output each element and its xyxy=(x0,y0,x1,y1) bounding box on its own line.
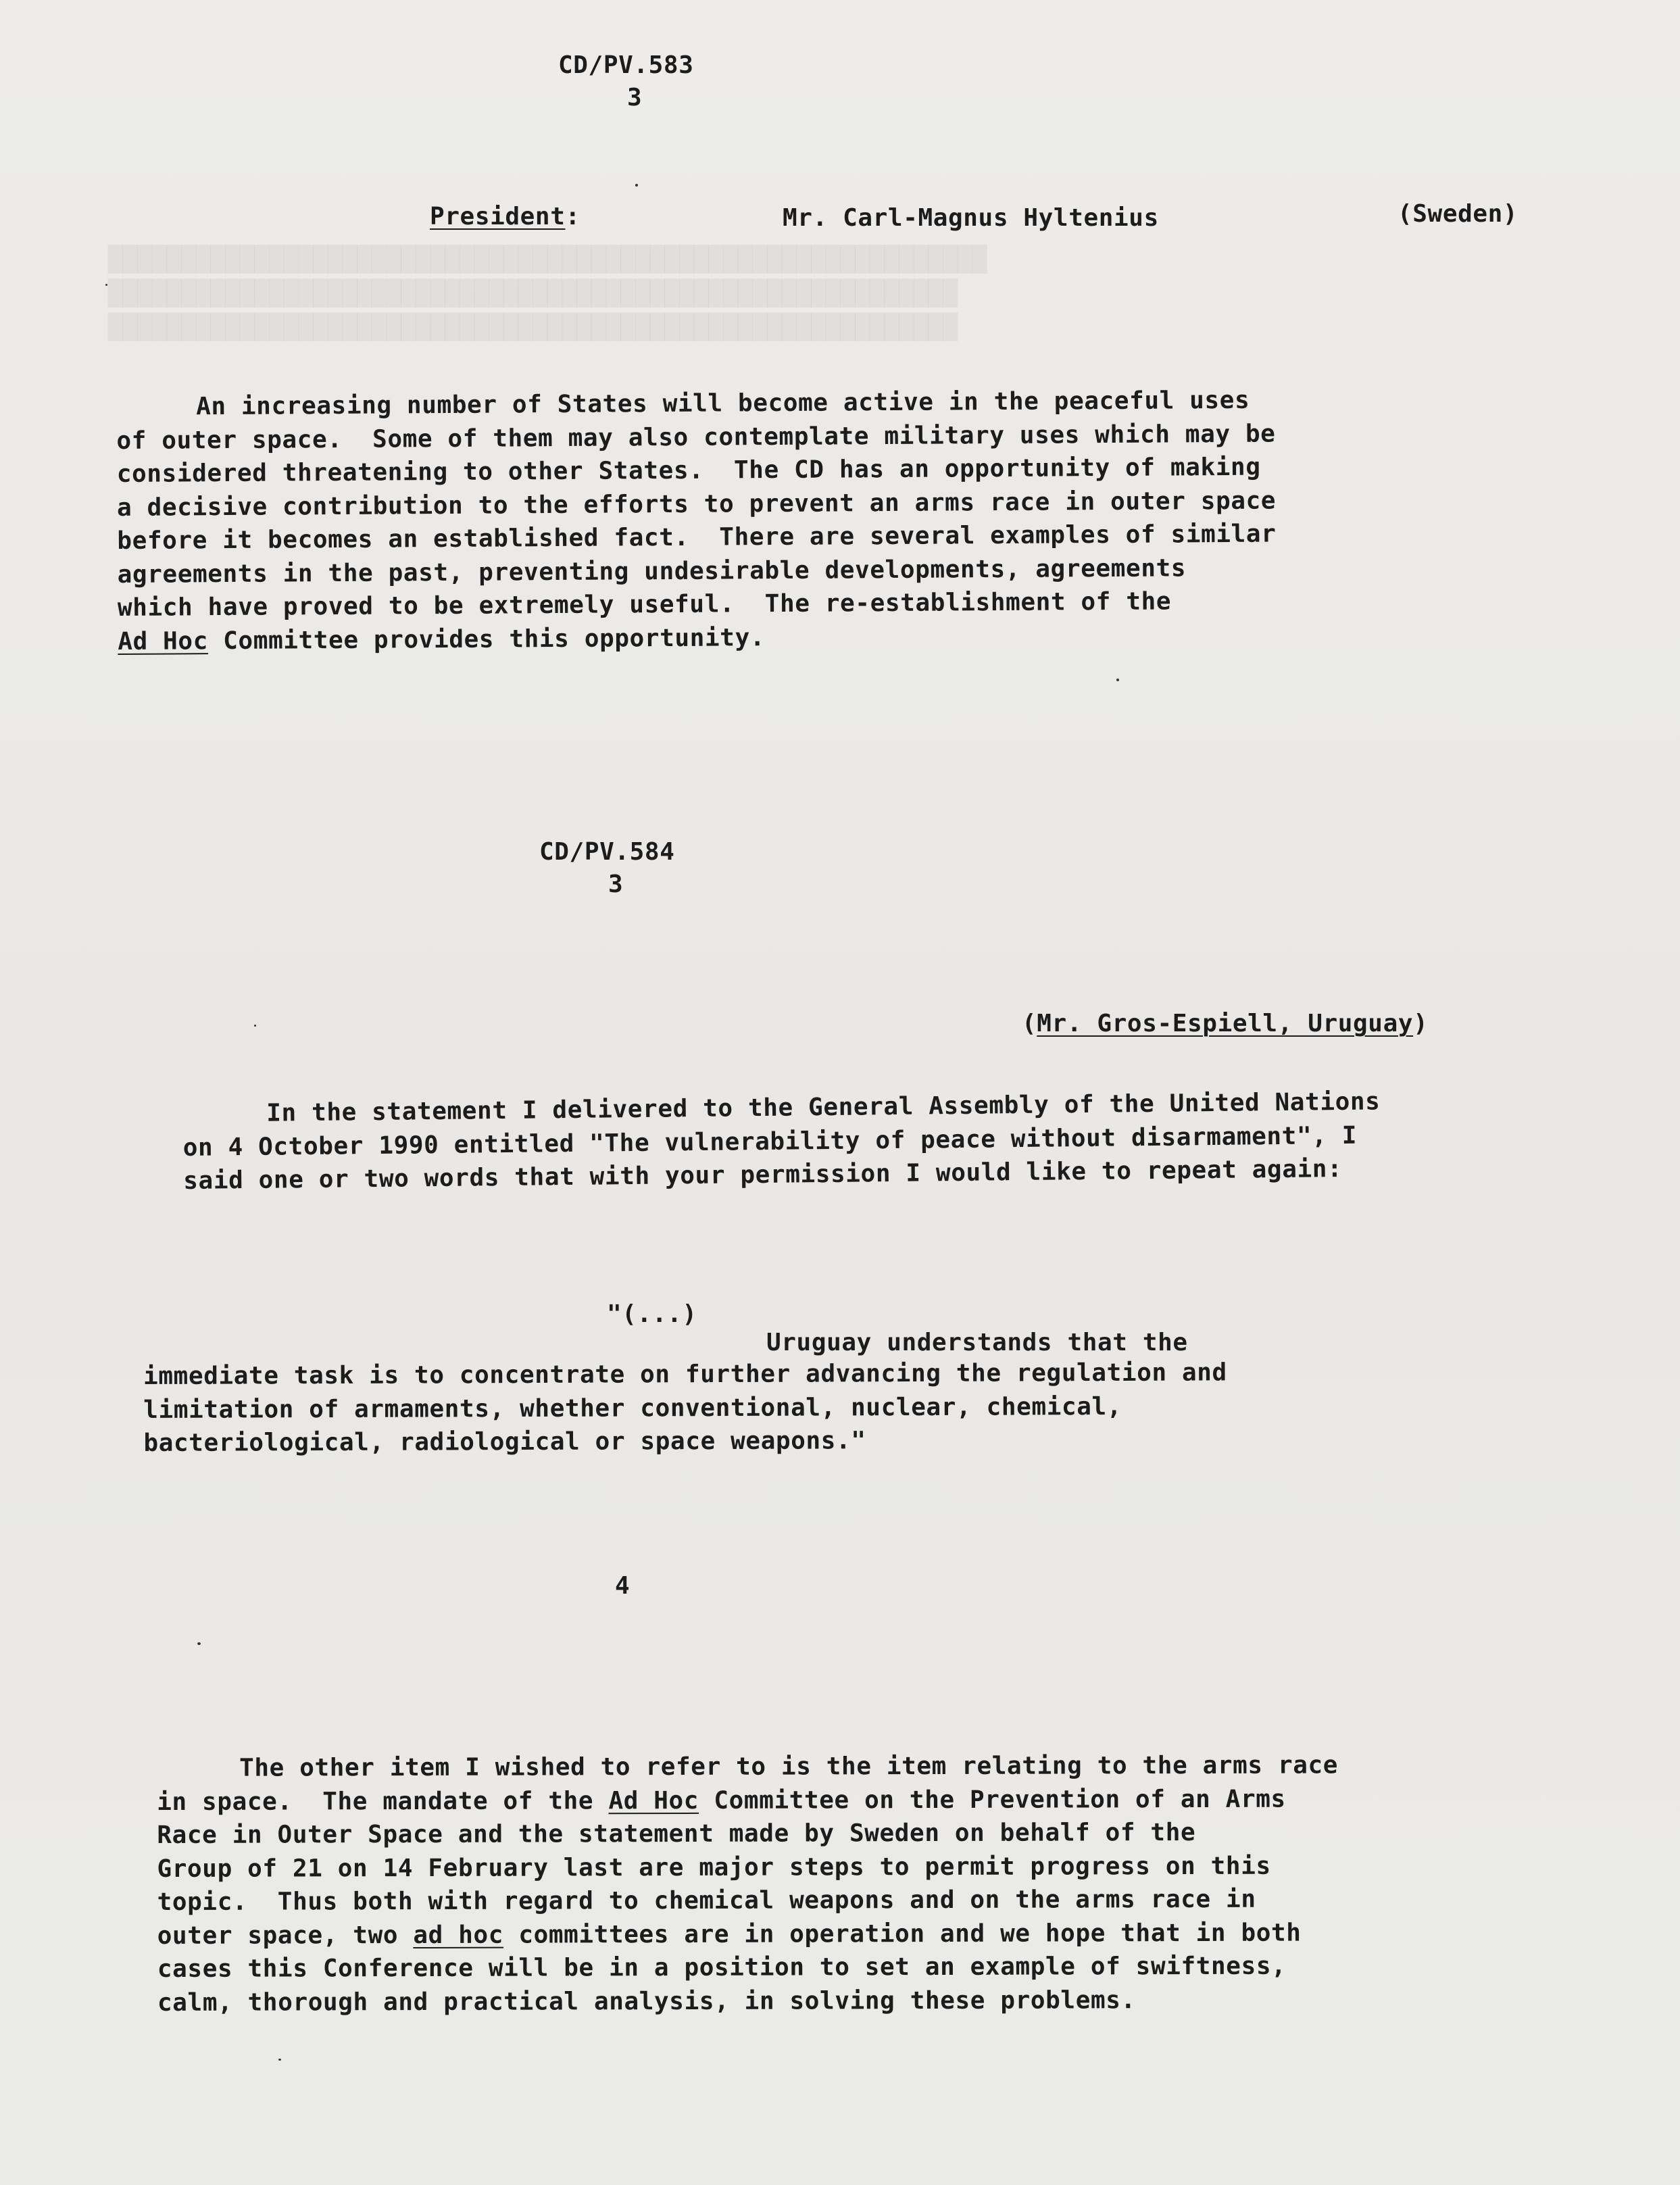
quote-line: bacteriological, radiological or space weapons." xyxy=(143,1427,866,1457)
para1-line: considered threatening to other States. The CD has an opportunity of making xyxy=(116,453,1261,488)
para3-line2-start: in space. The mandate of the xyxy=(157,1786,609,1816)
para1-last-line-rest: Committee provides this opportunity. xyxy=(207,623,766,655)
president-name: Mr. Carl-Magnus Hyltenius xyxy=(783,204,1159,232)
para1-line: which have proved to be extremely useful. The re-establishment of the xyxy=(117,587,1172,622)
speaker-open-paren: ( xyxy=(1022,1010,1037,1037)
paragraph-arms-race xyxy=(157,1748,1339,2019)
para2-line: on 4 October 1990 entitled "The vulnerability of peace without disarmament", I xyxy=(182,1121,1358,1162)
quote-first-line: Uruguay understands that the xyxy=(766,1329,1188,1356)
para3-line xyxy=(157,1782,1338,1819)
para3-line2-rest: Committee on the Prevention of an Arms xyxy=(699,1785,1286,1815)
para2-line: said one or two words that with your permission I would like to repeat again: xyxy=(183,1155,1343,1195)
para3-line: cases this Conference will be in a position to set an example of swiftness, xyxy=(157,1952,1287,1983)
president-country: (Sweden) xyxy=(1398,200,1518,228)
para1-last-line xyxy=(118,618,1277,658)
paragraph-general-assembly xyxy=(182,1085,1381,1198)
para3-line xyxy=(157,1916,1339,1953)
speaker-line xyxy=(1022,1007,1428,1040)
scan-speck xyxy=(635,184,638,187)
speaker-name: Mr. Gros-Espiell, Uruguay xyxy=(1037,1010,1414,1037)
quote-line: limitation of armaments, whether conventional, nuclear, chemical, xyxy=(143,1392,1122,1424)
para3-line: Group of 21 on 14 February last are major steps to permit progress on this xyxy=(157,1852,1271,1883)
para1-line: An increasing number of States will become active in the peaceful uses xyxy=(196,386,1250,421)
para1-line: before it becomes an established fact. There are several examples of similar xyxy=(117,520,1277,555)
para1-line: a decisive contribution to the efforts to prevent an arms race in outer space xyxy=(116,487,1277,522)
ad-hoc-underlined: Ad Hoc xyxy=(118,627,209,656)
page-number-3b: 3 xyxy=(608,870,624,898)
para1-line: agreements in the past, preventing undesirable developments, agreements xyxy=(117,554,1187,589)
speaker-close-paren: ) xyxy=(1413,1010,1429,1037)
quote-ellipsis: "(...) xyxy=(607,1300,697,1328)
ref-pv584: CD/PV.584 xyxy=(539,838,675,866)
para3-line: The other item I wished to refer to is the item relating to the arms race xyxy=(239,1751,1339,1782)
para3-line6-start: outer space, two xyxy=(157,1921,414,1950)
bleed-through-texture: ████████████████████████████████████████████████████████████ ██████████████████████████████████████████████████████████ ██████████████████████████████████████████████████████████ xyxy=(108,246,987,341)
para3-line6-rest: committees are in operation and we hope that in both xyxy=(503,1919,1302,1949)
page-number-4: 4 xyxy=(615,1572,631,1600)
president-line xyxy=(430,200,580,233)
paragraph-outer-space xyxy=(116,384,1277,658)
president-colon: : xyxy=(565,203,580,230)
scan-speck xyxy=(254,1025,256,1027)
para3-line: topic. Thus both with regard to chemical weapons and on the arms race in xyxy=(157,1885,1256,1916)
para1-line: of outer space. Some of them may also contemplate military uses which may be xyxy=(116,420,1276,455)
para3-line: Race in Outer Space and the statement made by Sweden on behalf of the xyxy=(157,1818,1196,1849)
scan-speck xyxy=(1116,679,1119,681)
quote-block xyxy=(143,1356,1227,1460)
para2-line: In the statement I delivered to the General Assembly of the United Nations xyxy=(266,1087,1381,1127)
scan-speck xyxy=(197,1642,201,1645)
ad-hoc-underlined: Ad Hoc xyxy=(608,1786,699,1815)
para3-line: calm, thorough and practical analysis, in solving these problems. xyxy=(157,1986,1136,2017)
president-label: President xyxy=(430,203,566,230)
ref-pv583: CD/PV.583 xyxy=(558,51,694,79)
scan-speck xyxy=(105,284,107,286)
page-number-3a: 3 xyxy=(627,84,643,112)
scan-speck xyxy=(278,2059,281,2061)
ad-hoc-lower-underlined: ad hoc xyxy=(413,1921,504,1949)
quote-line: immediate task is to concentrate on further advancing the regulation and xyxy=(143,1358,1227,1390)
